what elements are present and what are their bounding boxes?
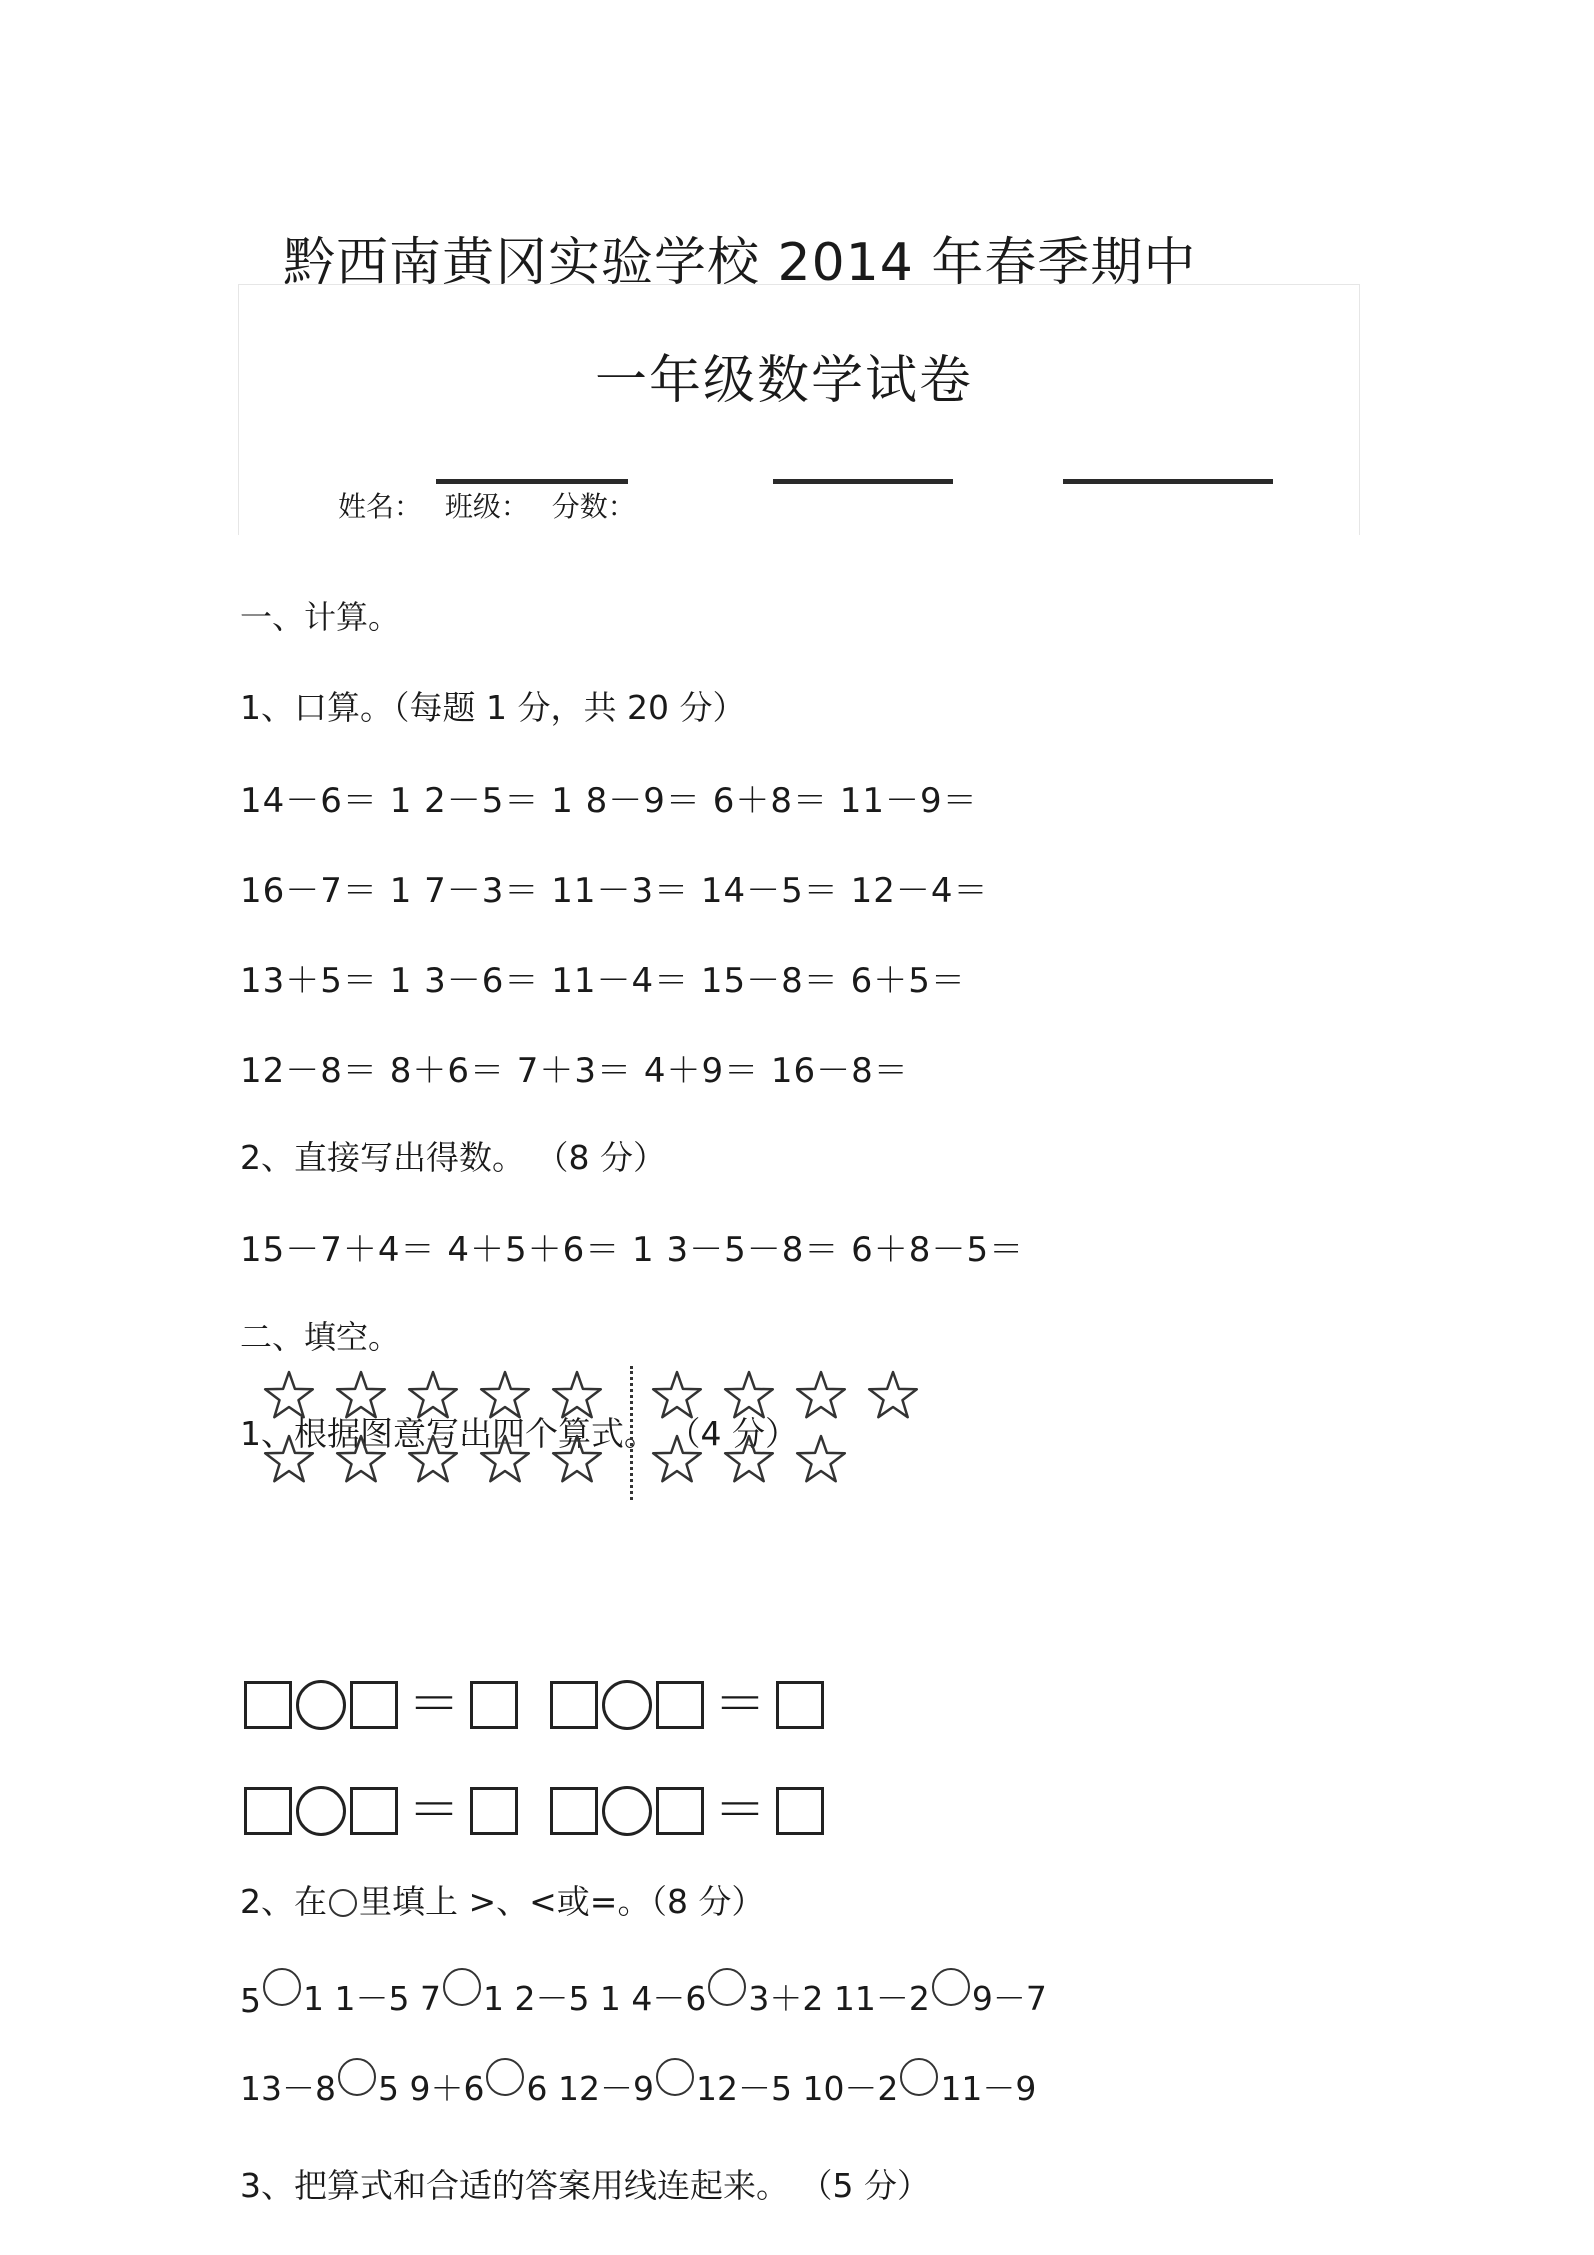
- compare-circle[interactable]: [932, 1968, 970, 2006]
- compare-label-before: 2、在: [240, 1882, 327, 1921]
- compare-term: 1 2－5 1 4－6: [482, 1979, 707, 2018]
- compare-label-after: 里填上 >、<或=。（8 分）: [359, 1882, 765, 1921]
- section1-heading: 一、计算。: [240, 598, 401, 636]
- star-icon: [866, 1368, 920, 1422]
- answer-box[interactable]: [776, 1681, 824, 1729]
- compare-term: 13－8: [240, 2069, 336, 2108]
- compare-circle[interactable]: [656, 2058, 694, 2096]
- compare-row: [240, 1968, 1047, 2020]
- equals-sign: ＝: [408, 1781, 461, 1841]
- compare-term: 5 9＋6: [378, 2069, 485, 2108]
- equals-sign: ＝: [408, 1675, 461, 1735]
- operator-circle[interactable]: [602, 1680, 652, 1730]
- formula-row: [244, 1781, 828, 1841]
- circle-icon: [329, 1889, 357, 1917]
- match-label: 3、把算式和合适的答案用线连起来。 （5 分）: [240, 2166, 930, 2205]
- divider-dashed-line: [630, 1366, 633, 1500]
- star-icon: [794, 1368, 848, 1422]
- formula-row: [244, 1675, 828, 1735]
- compare-term: 5: [240, 1981, 261, 2020]
- calc-row: 15－7＋4＝ 4＋5＋6＝ 1 3－5－8＝ 6＋8－5＝: [240, 1230, 1025, 1270]
- star-icon: [550, 1368, 604, 1422]
- compare-term: 1 1－5 7: [303, 1979, 441, 2018]
- answer-box[interactable]: [244, 1787, 292, 1835]
- calc-row: 12－8＝ 8＋6＝ 7＋3＝ 4＋9＝ 16－8＝: [240, 1051, 909, 1091]
- compare-term: 3＋2 11－2: [748, 1979, 930, 2018]
- section2-heading: 二、填空。: [240, 1318, 401, 1356]
- equals-sign: ＝: [714, 1781, 767, 1841]
- star-icon: [334, 1368, 388, 1422]
- star-icon: [650, 1368, 704, 1422]
- star-icon: [722, 1368, 776, 1422]
- star-icon: [722, 1432, 776, 1486]
- answer-box[interactable]: [776, 1787, 824, 1835]
- answer-box[interactable]: [550, 1681, 598, 1729]
- operator-circle[interactable]: [602, 1786, 652, 1836]
- compare-term: 9－7: [971, 1979, 1047, 2018]
- star-icon: [550, 1432, 604, 1486]
- compare-circle[interactable]: [486, 2058, 524, 2096]
- star-icon: [478, 1368, 532, 1422]
- direct-result-label: 2、直接写出得数。 （8 分）: [240, 1138, 666, 1177]
- star-icon: [478, 1432, 532, 1486]
- answer-box[interactable]: [350, 1681, 398, 1729]
- star-icon: [794, 1432, 848, 1486]
- score-underline: [1063, 479, 1273, 484]
- answer-box[interactable]: [656, 1681, 704, 1729]
- star-icon: [406, 1432, 460, 1486]
- oral-calc-label: 1、口算。（每题 1 分，共 20 分）: [240, 688, 746, 727]
- equals-sign: ＝: [714, 1675, 767, 1735]
- compare-term: 12－5 10－2: [695, 2069, 899, 2108]
- operator-circle[interactable]: [296, 1680, 346, 1730]
- compare-term: 6 12－9: [526, 2069, 654, 2108]
- compare-circle[interactable]: [263, 1968, 301, 2006]
- answer-box[interactable]: [244, 1681, 292, 1729]
- name-underline: [436, 479, 628, 484]
- answer-box[interactable]: [550, 1787, 598, 1835]
- class-underline: [773, 479, 953, 484]
- student-info-labels: 姓名： 班级： 分数：: [338, 490, 636, 523]
- calc-row: 14－6＝ 1 2－5＝ 1 8－9＝ 6＋8＝ 11－9＝: [240, 781, 978, 821]
- compare-circle[interactable]: [338, 2058, 376, 2096]
- exam-title: 一年级数学试卷: [595, 351, 974, 411]
- calc-row: 16－7＝ 1 7－3＝ 11－3＝ 14－5＝ 12－4＝: [240, 871, 989, 911]
- operator-circle[interactable]: [296, 1786, 346, 1836]
- compare-circle[interactable]: [708, 1968, 746, 2006]
- answer-box[interactable]: [470, 1681, 518, 1729]
- star-icon: [262, 1368, 316, 1422]
- school-title: 黔西南黄冈实验学校 2014 年春季期中: [283, 233, 1197, 293]
- star-icon: [262, 1432, 316, 1486]
- compare-label: [240, 1876, 764, 1923]
- answer-box[interactable]: [470, 1787, 518, 1835]
- compare-circle[interactable]: [443, 1968, 481, 2006]
- answer-box[interactable]: [350, 1787, 398, 1835]
- answer-box[interactable]: [656, 1787, 704, 1835]
- star-icon: [406, 1368, 460, 1422]
- compare-row: [240, 2058, 1036, 2110]
- compare-term: 11－9: [940, 2069, 1037, 2108]
- star-icon: [650, 1432, 704, 1486]
- star-icon: [334, 1432, 388, 1486]
- compare-circle[interactable]: [900, 2058, 938, 2096]
- calc-row: 13＋5＝ 1 3－6＝ 11－4＝ 15－8＝ 6＋5＝: [240, 961, 966, 1001]
- fill-formula-label: 1、根据图意写出四个算式。 （4 分）: [240, 1414, 798, 1453]
